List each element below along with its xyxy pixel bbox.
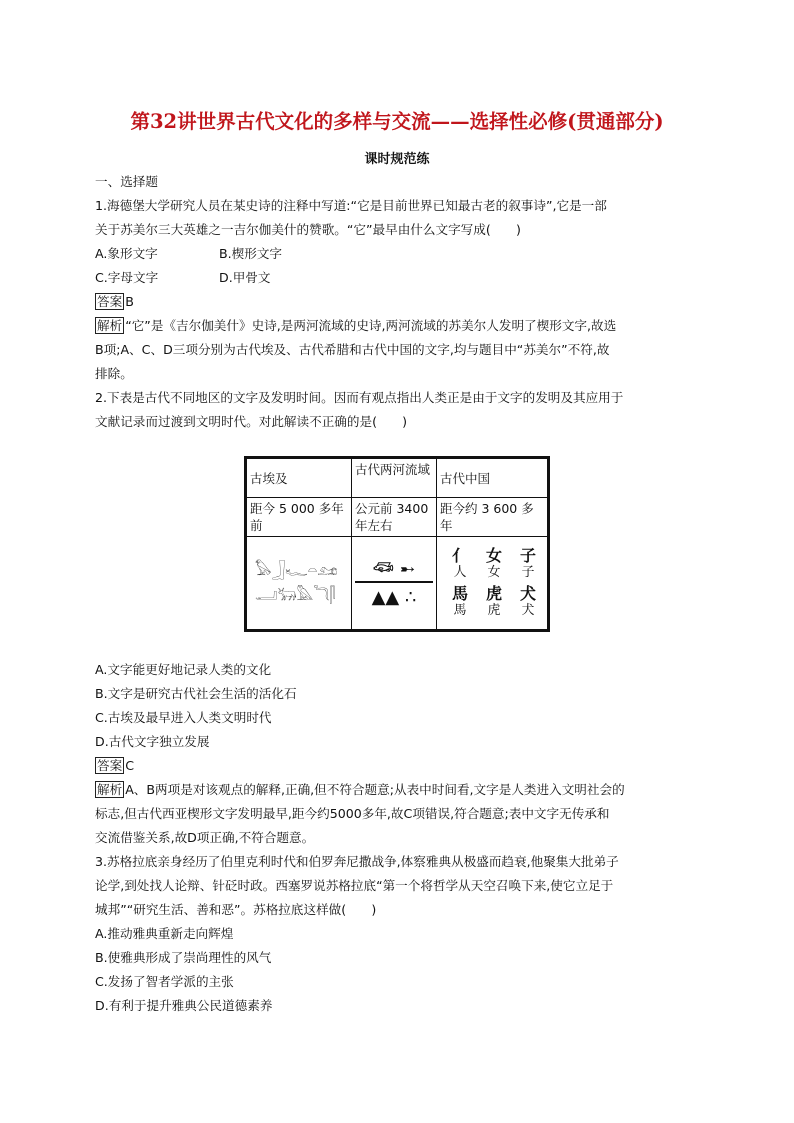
meso-glyph-line2: ▲▲ ∴ (371, 586, 417, 608)
q2-analysis-line2: 标志,但古代西亚楔形文字发明最早,距今约5000多年,故C项错误,符合题意;表中文字无传承和 (95, 806, 610, 821)
q3-option-b: B.使雅典形成了崇尚理性的风气 (95, 950, 272, 965)
page-subtitle: 课时规范练 (364, 152, 430, 167)
oracle-char-nv: 女 女 (485, 546, 502, 580)
oracle-label-ren: 人 (453, 565, 467, 580)
oracle-char-ma: 馬 馬 (451, 584, 468, 618)
q2-analysis-line3: 交流借鉴关系,故D项正确,不符合题意。 (95, 830, 315, 845)
table-time-china: 距今约 3 600 多年 (437, 498, 549, 537)
q2-answer-value: C (125, 758, 134, 773)
q3-option-d: D.有利于提升雅典公民道德素养 (95, 998, 273, 1013)
oracle-char-quan: 犬 犬 (519, 584, 536, 618)
q3-stem-line1: 3.苏格拉底亲身经历了伯里克利时代和伯罗奔尼撒战争,体察雅典从极盛而趋衰,他聚集大批弟子 (95, 854, 619, 869)
page-title: 第32讲世界古代文化的多样与交流——选择性必修(贯通部分) (130, 110, 664, 133)
egypt-glyph-line2: 𓂝𓃒𓅓𓆓𓋴 (255, 586, 336, 604)
q3-option-c: C.发扬了智者学派的主张 (95, 974, 234, 989)
q1-option-b: B.楔形文字 (219, 246, 283, 261)
q1-answer (95, 294, 134, 310)
egypt-glyph-line1: 𓅃𓃀𓆑𓏏𓃭 (255, 561, 338, 579)
table-time-mesopotamia: 公元前 3400 年左右 (352, 498, 437, 537)
q2-option-c: C.古埃及最早进入人类文明时代 (95, 710, 272, 725)
scripts-table (244, 456, 550, 632)
q1-analysis-line1 (95, 318, 616, 334)
table-time-egypt: 距今 5 000 多年前 (246, 498, 352, 537)
q2-analysis-line1 (95, 782, 625, 798)
q3-stem-line3: 城邦”“研究生活、善和恶”。苏格拉底这样做( ) (95, 902, 377, 917)
oracle-label-quan: 犬 (521, 603, 535, 618)
oracle-char-ren: 亻 人 (451, 546, 468, 580)
oracle-char-zi: 子 子 (519, 546, 536, 580)
q2-analysis-text1: A、B两项是对该观点的解释,正确,但不符合题意;从表中时间看,文字是人类进入文明社会的 (125, 782, 625, 797)
q2-option-b: B.文字是研究古代社会生活的活化石 (95, 686, 297, 701)
analysis-tag: 解析 (97, 782, 123, 797)
q1-stem-line2: 关于苏美尔三大英雄之一吉尔伽美什的赞歌。“它”最早由什么文字写成( ) (95, 222, 521, 237)
q2-option-a: A.文字能更好地记录人类的文化 (95, 662, 272, 677)
q1-answer-value: B (125, 294, 134, 309)
q2-answer (95, 758, 134, 774)
oracle-label-zi: 子 (521, 565, 535, 580)
egypt-hieroglyphs (246, 537, 352, 631)
table-time-row (246, 498, 549, 537)
answer-tag: 答案 (97, 294, 123, 309)
answer-tag: 答案 (97, 758, 123, 773)
q1-option-d: D.甲骨文 (219, 270, 271, 285)
q1-analysis-text1: “它”是《吉尔伽美什》史诗,是两河流域的史诗,两河流域的苏美尔人发明了楔形文字,故选 (125, 318, 617, 333)
q1-analysis-line3: 排除。 (95, 366, 133, 381)
q1-option-a: A.象形文字 (95, 246, 158, 261)
q2-stem-line2: 文献记录而过渡到文明时代。对此解读不正确的是( ) (95, 414, 408, 429)
q2-option-d: D.古代文字独立发展 (95, 734, 210, 749)
table-header-mesopotamia: 古代两河流域 (352, 458, 437, 498)
oracle-row2 (445, 585, 544, 619)
q1-analysis-line2: B项;A、C、D三项分别为古代埃及、古代希腊和古代中国的文字,均与题目中“苏美尔”不符,故 (95, 342, 610, 357)
oracle-label-ma: 馬 (453, 603, 467, 618)
table-header-row (246, 458, 549, 498)
oracle-label-hu: 虎 (487, 603, 501, 618)
oracle-bone-glyphs (437, 537, 549, 631)
oracle-char-hu: 虎 虎 (485, 584, 502, 618)
q1-option-c: C.字母文字 (95, 270, 159, 285)
meso-glyph-line1: 𓆛 ➸ (355, 561, 433, 583)
table-glyph-row (246, 537, 549, 631)
section-heading: 一、选择题 (95, 174, 158, 189)
oracle-label-nv: 女 (487, 565, 501, 580)
analysis-tag: 解析 (97, 318, 123, 333)
cuneiform-glyphs (352, 537, 437, 631)
table-header-china: 古代中国 (437, 458, 549, 498)
table-header-egypt: 古埃及 (246, 458, 352, 498)
q2-stem-line1: 2.下表是古代不同地区的文字及发明时间。因而有观点指出人类正是由于文字的发明及其应用于 (95, 390, 624, 405)
q3-stem-line2: 论学,到处找人论辩、针砭时政。西塞罗说苏格拉底“第一个将哲学从天空召唤下来,使它立足于 (95, 878, 614, 893)
q3-option-a: A.推动雅典重新走向辉煌 (95, 926, 234, 941)
q1-stem-line1: 1.海德堡大学研究人员在某史诗的注释中写道:“它是目前世界已知最古老的叙事诗”,它是一部 (95, 198, 607, 213)
oracle-row1 (445, 547, 544, 581)
